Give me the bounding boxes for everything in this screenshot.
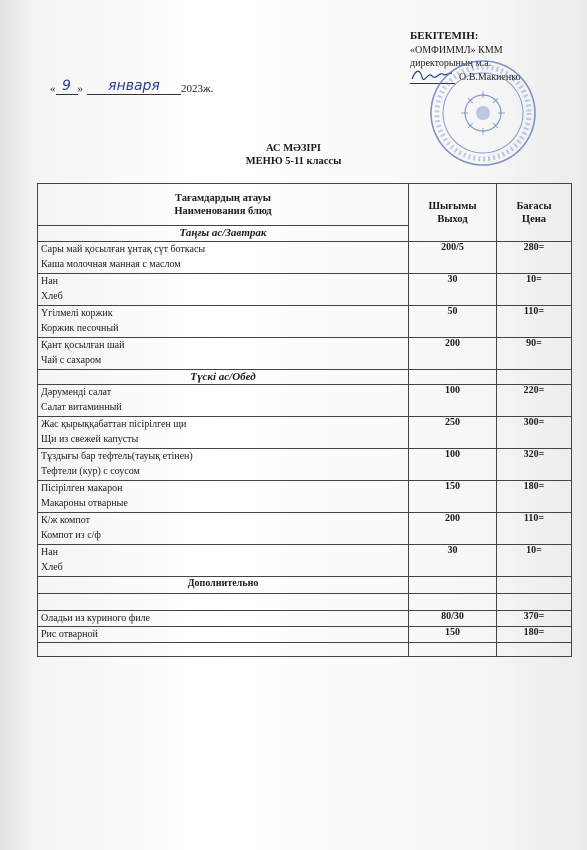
dish-yield: 80/30 <box>409 611 497 627</box>
table-row <box>38 338 572 370</box>
dish-name-ru: Коржик песочный <box>41 323 119 334</box>
dish-name: Рис отварной <box>38 627 409 643</box>
date-open-quote: « <box>50 83 56 95</box>
dish-name <box>38 385 409 417</box>
header-dish-name-ru: Наименования блюд <box>174 205 272 217</box>
table-row <box>38 449 572 481</box>
dish-name-ru: Каша молочная манная с маслом <box>41 259 181 270</box>
dish-name-kz: Үгілмелі коржик <box>41 308 113 319</box>
menu-table <box>37 183 572 657</box>
approval-organization: «ОМФИММЛ» КММ <box>410 44 503 56</box>
date-day: 9 <box>56 78 78 95</box>
dish-yield: 150 <box>409 627 497 643</box>
dish-price: 10= <box>497 274 572 306</box>
dish-name-kz: Пісірілген макарон <box>41 483 123 494</box>
header-price-ru: Цена <box>521 213 547 225</box>
section-title-breakfast: Таңғы ас/Завтрак <box>38 226 409 242</box>
table-row <box>38 417 572 449</box>
dish-yield: 150 <box>409 481 497 513</box>
dish-price: 370= <box>497 611 572 627</box>
dish-name-kz: Сары май қосылған ұнтақ сүт боткасы <box>41 244 206 255</box>
dish-name-ru: Тефтели (кур) с соусом <box>41 466 140 477</box>
dish-name <box>38 513 409 545</box>
header-yield-ru: Выход <box>437 213 468 225</box>
header-dish-name-kz: Тағамдардың атауы <box>174 192 272 204</box>
dish-name <box>38 417 409 449</box>
dish-yield: 50 <box>409 306 497 338</box>
dish-name: Оладьи из куриного филе <box>38 611 409 627</box>
dish-yield: 100 <box>409 449 497 481</box>
dish-name-ru: Щи из свежей капусты <box>41 434 139 445</box>
table-row <box>38 242 572 274</box>
section-row <box>38 370 572 385</box>
menu-title-ru: МЕНЮ 5-11 классы <box>245 156 342 167</box>
dish-yield: 100 <box>409 385 497 417</box>
dish-name-kz: Нан <box>41 276 59 287</box>
date-year: 2023ж. <box>181 83 214 95</box>
dish-name <box>38 306 409 338</box>
dish-price: 90= <box>497 338 572 370</box>
dish-price: 280= <box>497 242 572 274</box>
dish-yield: 30 <box>409 545 497 577</box>
dish-name <box>38 242 409 274</box>
header-yield <box>409 184 497 242</box>
dish-price: 220= <box>497 385 572 417</box>
menu-title <box>0 142 587 168</box>
dish-price: 110= <box>497 513 572 545</box>
table-row <box>38 611 572 627</box>
document-date <box>50 78 213 95</box>
approval-signer: О.В.Макиенко <box>459 71 521 83</box>
dish-name-kz: К/ж компот <box>41 515 90 526</box>
dish-price: 180= <box>497 481 572 513</box>
dish-name <box>38 449 409 481</box>
dish-name-kz: Дәрумендi салат <box>41 387 112 398</box>
table-row <box>38 513 572 545</box>
table-row <box>38 545 572 577</box>
dish-name-kz: Қант қосылған шай <box>41 340 125 351</box>
dish-name <box>38 481 409 513</box>
dish-yield: 200 <box>409 513 497 545</box>
dish-name-ru: Салат витаминный <box>41 402 122 413</box>
dish-price: 110= <box>497 306 572 338</box>
dish-price: 300= <box>497 417 572 449</box>
dish-name-ru: Чай с сахаром <box>41 355 102 366</box>
dish-name-ru: Компот из с/ф <box>41 530 101 541</box>
dish-name-kz: Тұздығы бар тефтель(тауық етінен) <box>41 451 193 462</box>
table-row <box>38 385 572 417</box>
table-row <box>38 274 572 306</box>
table-row <box>38 627 572 643</box>
header-dish-name <box>38 184 409 226</box>
dish-price: 320= <box>497 449 572 481</box>
date-close-quote: » <box>77 83 83 95</box>
dish-yield: 200/5 <box>409 242 497 274</box>
table-row <box>38 306 572 338</box>
dish-name <box>38 338 409 370</box>
dish-name-kz: Жас қырыққабаттан пісірілген щи <box>41 419 187 430</box>
dish-yield: 200 <box>409 338 497 370</box>
approval-role: директорының м.а. <box>410 58 492 69</box>
section-title-lunch: Түскі ас/Обед <box>38 370 409 385</box>
section-row <box>38 577 572 594</box>
table-row <box>38 481 572 513</box>
dish-price: 180= <box>497 627 572 643</box>
approval-heading: БЕКІТЕМІН: <box>410 30 479 42</box>
dish-price: 10= <box>497 545 572 577</box>
section-title-additional: Дополнительно <box>38 577 409 594</box>
dish-name <box>38 545 409 577</box>
dish-name-ru: Хлеб <box>41 291 63 302</box>
header-price <box>497 184 572 242</box>
menu-title-kz: АС МӘЗІРІ <box>265 143 322 154</box>
date-month: января <box>87 78 181 95</box>
dish-yield: 250 <box>409 417 497 449</box>
dish-name-ru: Хлеб <box>41 562 63 573</box>
header-yield-kz: Шығымы <box>428 200 477 212</box>
empty-row <box>38 643 572 657</box>
dish-name <box>38 274 409 306</box>
table-header-row <box>38 184 572 226</box>
empty-row <box>38 594 572 611</box>
header-price-kz: Бағасы <box>516 200 552 212</box>
dish-yield: 30 <box>409 274 497 306</box>
dish-name-kz: Нан <box>41 547 59 558</box>
dish-name-ru: Макароны отварные <box>41 498 128 509</box>
